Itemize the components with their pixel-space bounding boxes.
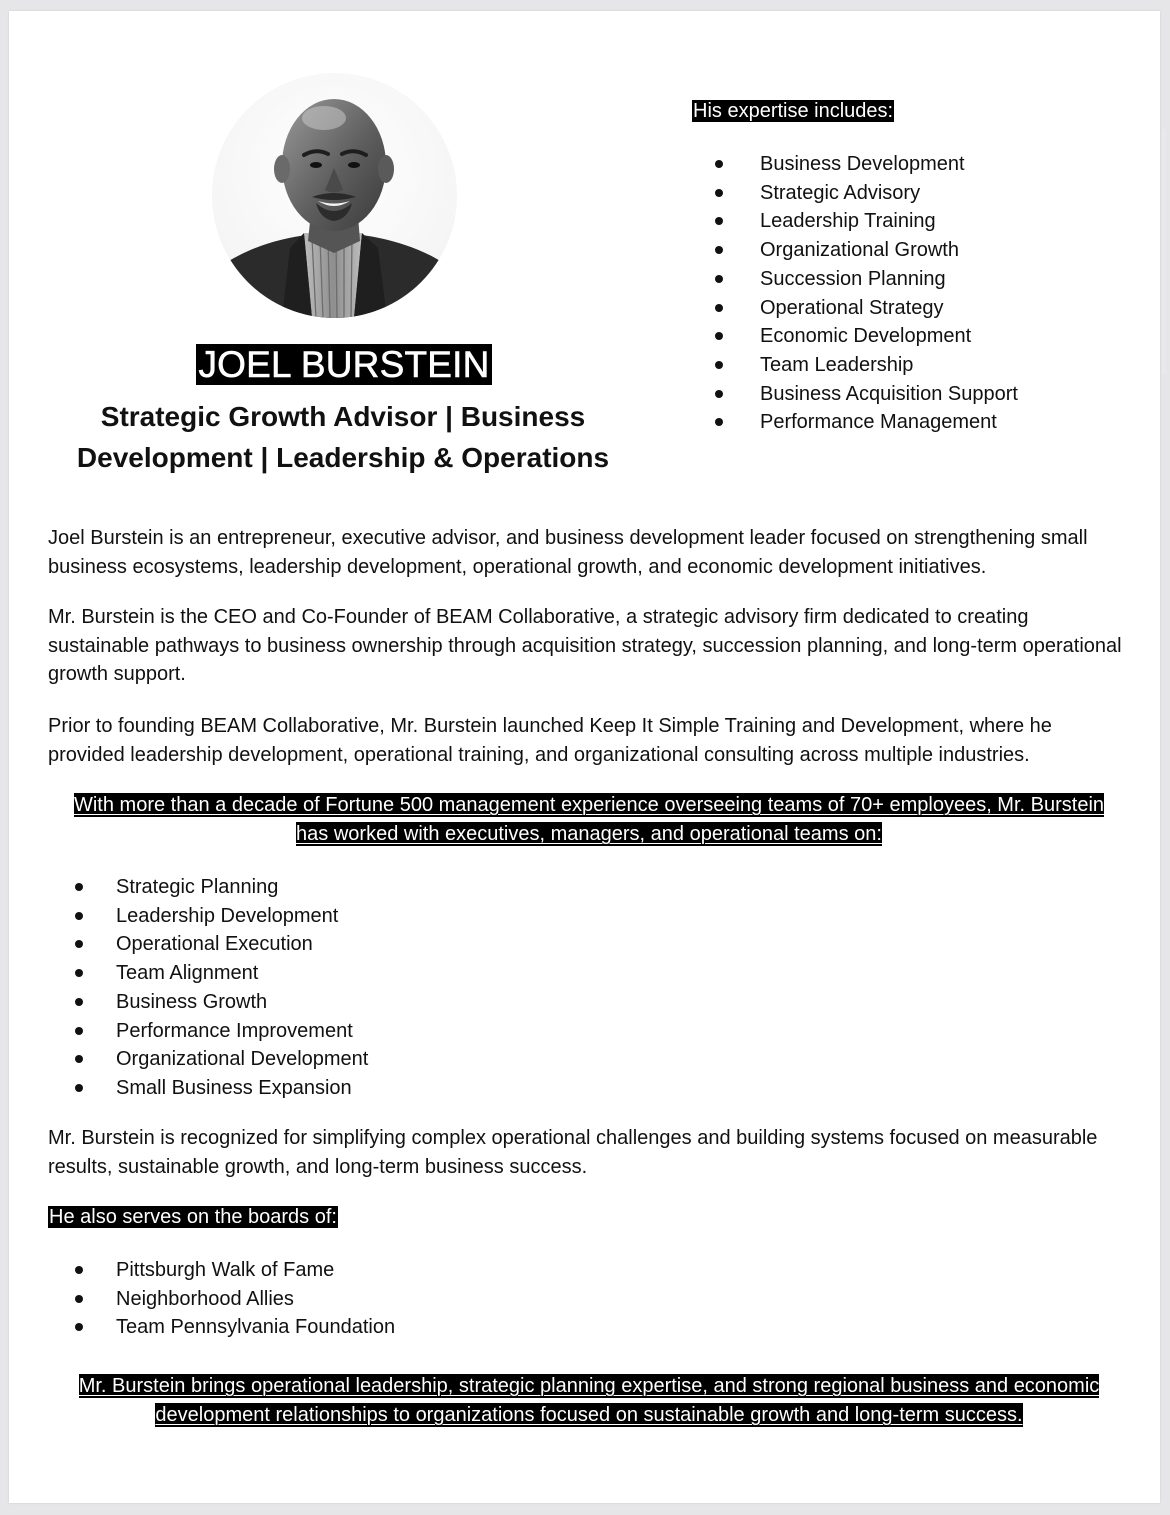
bullet-dot-icon	[75, 998, 83, 1006]
list-item	[760, 150, 1018, 179]
bullet-dot-icon	[715, 390, 723, 398]
bullet-dot-icon	[75, 1084, 83, 1092]
portrait-photo	[212, 73, 457, 318]
list-item	[116, 1017, 368, 1046]
list-item-text: Business Growth	[116, 990, 268, 1013]
bullet-dot-icon	[715, 332, 723, 340]
boards-heading-text: He also serves on the boards of:	[49, 1206, 337, 1228]
person-subtitle: Strategic Growth Advisor | Business Development | Leadership & Operations	[76, 401, 610, 473]
bullet-dot-icon	[75, 1295, 83, 1303]
expertise-heading-text: His expertise includes:	[693, 100, 894, 122]
bullet-dot-icon	[75, 1323, 83, 1331]
bullet-dot-icon	[75, 940, 83, 948]
list-item-text: Leadership Training	[760, 210, 936, 233]
person-name-text: JOEL BURSTEIN	[198, 344, 490, 385]
list-item	[760, 179, 1018, 208]
bullet-dot-icon	[715, 189, 723, 197]
list-item-text: Pittsburgh Walk of Fame	[116, 1259, 335, 1281]
portrait-illustration	[212, 73, 457, 318]
bullet-dot-icon	[75, 1055, 83, 1063]
person-name	[9, 343, 679, 387]
list-item-text: Team Pennsylvania Foundation	[116, 1316, 396, 1339]
list-item-text: Business Acquisition Support	[760, 382, 1018, 405]
expertise-list	[760, 150, 1018, 437]
list-item	[116, 1256, 395, 1285]
list-item	[116, 930, 368, 959]
list-item	[116, 988, 368, 1017]
closing-line-1: Mr. Burstein brings operational leadership, strategic planning expertise, and strong regional business and economic	[78, 1375, 1100, 1397]
list-item-text: Succession Planning	[760, 267, 946, 290]
list-item	[116, 1313, 395, 1342]
list-item	[116, 1074, 368, 1103]
list-item-text: Performance Improvement	[116, 1019, 353, 1042]
list-item-text: Economic Development	[760, 325, 972, 348]
list-item	[760, 207, 1018, 236]
list-item-text: Leadership Development	[116, 904, 339, 927]
scroll-indicator[interactable]	[1162, 129, 1166, 374]
list-item	[760, 294, 1018, 323]
list-item-text: Business Development	[760, 153, 965, 175]
document-page	[9, 11, 1160, 1503]
list-item-text: Organizational Growth	[760, 239, 959, 262]
bullet-dot-icon	[715, 275, 723, 283]
list-item	[116, 1045, 368, 1074]
bio-paragraph-recognition: Mr. Burstein is recognized for simplifying complex operational challenges and building systems focused on measurable results, sustainable growth, and long-term business success.	[48, 1127, 1098, 1178]
list-item	[116, 959, 368, 988]
list-item	[760, 322, 1018, 351]
closing-highlight	[39, 1372, 1139, 1430]
list-item	[760, 236, 1018, 265]
list-item-text: Operational Strategy	[760, 296, 944, 319]
bullet-dot-icon	[715, 361, 723, 369]
list-item-text: Operational Execution	[116, 933, 313, 956]
closing-line-2: development relationships to organizations focused on sustainable growth and long-term success.	[155, 1404, 1023, 1426]
experience-highlight	[39, 791, 1139, 849]
boards-heading	[48, 1206, 338, 1229]
bullet-dot-icon	[75, 883, 83, 891]
list-item	[760, 380, 1018, 409]
bullet-dot-icon	[75, 969, 83, 977]
list-item-text: Team Leadership	[760, 353, 914, 376]
list-item-text: Strategic Planning	[116, 876, 279, 898]
experience-line-2: has worked with executives, managers, and operational teams on:	[296, 823, 882, 845]
boards-list	[116, 1256, 395, 1342]
bio-paragraph-kist: Prior to founding BEAM Collaborative, Mr. Burstein launched Keep It Simple Training and Development, where he provided leadership development, operational training, and organizational consulting across multiple industries.	[48, 715, 1052, 766]
bullet-dot-icon	[715, 160, 723, 168]
bio-paragraph-beam: Mr. Burstein is the CEO and Co-Founder of BEAM Collaborative, a strategic advisory firm dedicated to creating sustainable pathways to business ownership through acquisition strategy, succession planning, and long-term operational growth support.	[48, 606, 1122, 686]
list-item	[760, 265, 1018, 294]
list-item	[116, 902, 368, 931]
bullet-dot-icon	[715, 418, 723, 426]
list-item	[116, 873, 368, 902]
bullet-dot-icon	[715, 304, 723, 312]
list-item	[760, 351, 1018, 380]
list-item-text: Neighborhood Allies	[116, 1287, 294, 1310]
list-item-text: Strategic Advisory	[760, 181, 921, 204]
list-item-text: Team Alignment	[116, 962, 259, 985]
expertise-heading	[692, 100, 894, 123]
list-item-text: Small Business Expansion	[116, 1076, 352, 1099]
experience-line-1: With more than a decade of Fortune 500 management experience overseeing teams of 70+ employees, Mr. Burstein	[73, 794, 1105, 816]
bio-paragraph-intro: Joel Burstein is an entrepreneur, executive advisor, and business development leader focused on strengthening small business ecosystems, leadership development, operational growth, and economic development initiatives.	[48, 527, 1088, 578]
list-item-text: Performance Management	[760, 411, 997, 434]
list-item	[116, 1285, 395, 1314]
list-item-text: Organizational Development	[116, 1048, 369, 1071]
experience-list	[116, 873, 368, 1103]
list-item	[760, 408, 1018, 437]
bullet-dot-icon	[75, 912, 83, 920]
bullet-dot-icon	[75, 1027, 83, 1035]
bullet-dot-icon	[715, 217, 723, 225]
bullet-dot-icon	[75, 1266, 83, 1274]
bullet-dot-icon	[715, 246, 723, 254]
